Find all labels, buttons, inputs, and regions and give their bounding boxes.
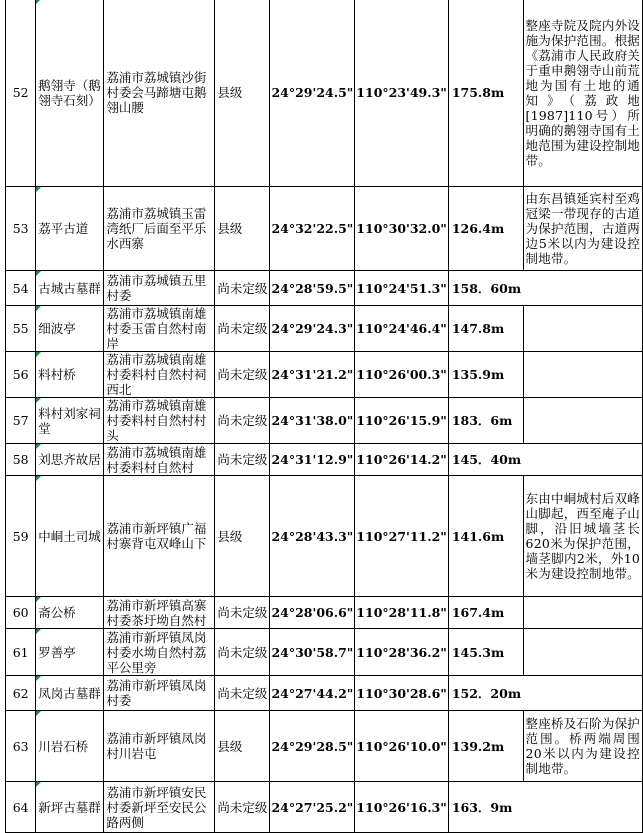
protection-level: 尚未定级 (215, 271, 270, 306)
row-number: 61 (6, 629, 36, 676)
row-number: 58 (6, 444, 36, 476)
altitude: 167.4m (448, 597, 523, 629)
longitude: 110°30'32.0" (355, 187, 449, 271)
site-name-text: 中峒土司城 (38, 528, 101, 544)
protection-level: 尚未定级 (215, 306, 270, 352)
site-location: 荔浦市荔城镇南雄村委玉雷自然村南岸 (104, 306, 215, 352)
site-name-text: 斋公桥 (38, 605, 76, 620)
latitude: 24°27'25.2" (270, 782, 355, 833)
site-name (36, 0, 104, 187)
altitude: 152．20m (448, 676, 523, 711)
site-name-text: 荔平古道 (38, 221, 89, 236)
protection-scope (523, 676, 642, 711)
protection-scope (523, 629, 642, 676)
table-row (6, 476, 643, 597)
site-name (36, 444, 104, 476)
protection-level: 县级 (215, 187, 270, 271)
row-number: 59 (6, 476, 36, 597)
longitude: 110°24'51.3" (355, 271, 449, 306)
protection-scope (523, 398, 642, 444)
protection-level: 尚未定级 (215, 398, 270, 444)
site-location: 荔浦市新坪镇安民村委新坪至安民公路两侧 (104, 782, 215, 833)
site-location: 荔浦市新坪镇凤岗村川岩屯 (104, 711, 215, 782)
protection-scope: 整座寺院及院内外设施为保护范围。根据《荔浦市人民政府关于重申鹅翎寺山前荒地为国有土地的通知》（荔政地[1987]110号）所明确的鹅翎寺国有土地范围为建设控制地带。 (523, 0, 642, 187)
altitude: 141.6m (448, 476, 523, 597)
site-name (36, 476, 104, 597)
protection-scope (523, 444, 642, 476)
site-name (36, 676, 104, 711)
comment-marker-icon (36, 352, 41, 357)
table-row (6, 352, 643, 398)
protection-scope (523, 271, 642, 306)
protection-scope: 由东昌镇延宾村至鸡冠梁一带现存的古道为保护范围，古道两边5米以内为建设控制地带。 (523, 187, 642, 271)
site-name-text: 料村刘家祠堂 (38, 405, 101, 436)
altitude: 183．6m (448, 398, 523, 444)
comment-marker-icon (36, 271, 41, 276)
latitude: 24°28'06.6" (270, 597, 355, 629)
site-name-text: 料村桥 (38, 367, 76, 382)
table-row (6, 597, 643, 629)
protection-level: 尚未定级 (215, 444, 270, 476)
comment-marker-icon (36, 444, 41, 449)
comment-marker-icon (36, 782, 41, 787)
latitude: 24°30'58.7" (270, 629, 355, 676)
site-name-text: 刘思齐故居 (38, 452, 101, 467)
latitude: 24°31'12.9" (270, 444, 355, 476)
latitude: 24°31'38.0" (270, 398, 355, 444)
row-number: 62 (6, 676, 36, 711)
heritage-table (5, 0, 643, 833)
site-name-text: 古城古墓群 (38, 280, 101, 296)
protection-scope: 东由中峒城村后双峰山脚起，西至庵子山脚，沿旧城墙茎长620米为保护范围，墙茎脚内2米，外10米为建设控制地带。 (523, 476, 642, 597)
longitude: 110°23'49.3" (355, 0, 449, 187)
longitude: 110°28'36.2" (355, 629, 449, 676)
site-location: 荔浦市新坪镇高寨村委茶圩坳自然村 (104, 597, 215, 629)
row-number: 64 (6, 782, 36, 833)
protection-level: 尚未定级 (215, 782, 270, 833)
table-row (6, 711, 643, 782)
latitude: 24°29'24.3" (270, 306, 355, 352)
site-name-text: 川岩石桥 (38, 738, 89, 754)
altitude: 163．9m (448, 782, 523, 833)
site-name-text: 新坪古墓群 (38, 799, 101, 815)
comment-marker-icon (36, 306, 41, 311)
site-name (36, 711, 104, 782)
site-name-text: 细波亭 (38, 321, 76, 336)
protection-level: 尚未定级 (215, 676, 270, 711)
altitude: 158．60m (448, 271, 523, 306)
protection-level: 尚未定级 (215, 629, 270, 676)
site-location: 荔浦市荔城镇玉雷湾纸厂后面至平乐水西寨 (104, 187, 215, 271)
site-name (36, 352, 104, 398)
comment-marker-icon (36, 0, 41, 4)
longitude: 110°26'16.3" (355, 782, 449, 833)
site-location: 荔浦市新坪镇凤岗村委水坳自然村荔平公里旁 (104, 629, 215, 676)
site-location: 荔浦市荔城镇南雄村委料村自然村村头 (104, 398, 215, 444)
protection-level: 尚未定级 (215, 352, 270, 398)
site-location: 荔浦市新坪镇凤岗村委 (104, 676, 215, 711)
site-name (36, 271, 104, 306)
longitude: 110°24'46.4" (355, 306, 449, 352)
comment-marker-icon (36, 597, 41, 602)
protection-scope (523, 782, 642, 833)
site-name-text: 罗善亭 (38, 644, 76, 660)
table-row (6, 271, 643, 306)
site-location: 荔浦市新坪镇广福村寨背屯双峰山下 (104, 476, 215, 597)
altitude: 135.9m (448, 352, 523, 398)
latitude: 24°27'44.2" (270, 676, 355, 711)
comment-marker-icon (36, 676, 41, 681)
row-number: 57 (6, 398, 36, 444)
site-name (36, 187, 104, 271)
comment-marker-icon (36, 187, 41, 192)
protection-level: 县级 (215, 476, 270, 597)
site-name (36, 306, 104, 352)
table-row (6, 306, 643, 352)
protection-scope: 整座桥及石阶为保护范围。桥两端周围20米以内为建设控制地带。 (523, 711, 642, 782)
row-number: 53 (6, 187, 36, 271)
site-name (36, 398, 104, 444)
longitude: 110°28'11.8" (355, 597, 449, 629)
site-location: 荔浦市荔城镇沙街村委会马蹄塘屯鹅翎山腰 (104, 0, 215, 187)
latitude: 24°28'43.3" (270, 476, 355, 597)
altitude: 126.4m (448, 187, 523, 271)
site-name (36, 782, 104, 833)
row-number: 56 (6, 352, 36, 398)
protection-level: 县级 (215, 0, 270, 187)
latitude: 24°29'24.5" (270, 0, 355, 187)
site-name-text: 鹅翎寺（鹅翎寺石刻） (38, 77, 101, 108)
protection-scope (523, 352, 642, 398)
protection-level: 尚未定级 (215, 597, 270, 629)
comment-marker-icon (36, 629, 41, 634)
altitude: 175.8m (448, 0, 523, 187)
altitude: 139.2m (448, 711, 523, 782)
row-number: 54 (6, 271, 36, 306)
table-row (6, 187, 643, 271)
table-row (6, 444, 643, 476)
site-name (36, 629, 104, 676)
longitude: 110°26'10.0" (355, 711, 449, 782)
row-number: 63 (6, 711, 36, 782)
table-row (6, 0, 643, 187)
table-row (6, 398, 643, 444)
comment-marker-icon (36, 711, 41, 716)
longitude: 110°26'14.2" (355, 444, 449, 476)
longitude: 110°27'11.2" (355, 476, 449, 597)
site-location: 荔浦市荔城镇南雄村委料村自然村祠西北 (104, 352, 215, 398)
altitude: 145.3m (448, 629, 523, 676)
latitude: 24°28'59.5" (270, 271, 355, 306)
site-location: 荔浦市荔城镇南雄村委料村自然村 (104, 444, 215, 476)
comment-marker-icon (36, 398, 41, 403)
row-number: 60 (6, 597, 36, 629)
longitude: 110°26'00.3" (355, 352, 449, 398)
longitude: 110°30'28.6" (355, 676, 449, 711)
comment-marker-icon (36, 476, 41, 481)
table-row (6, 782, 643, 833)
protection-scope (523, 597, 642, 629)
site-name (36, 597, 104, 629)
latitude: 24°31'21.2" (270, 352, 355, 398)
row-number: 55 (6, 306, 36, 352)
site-name-text: 凤岗古墓群 (38, 685, 101, 701)
protection-level: 县级 (215, 711, 270, 782)
protection-scope (523, 306, 642, 352)
longitude: 110°26'15.9" (355, 398, 449, 444)
table-row (6, 676, 643, 711)
row-number: 52 (6, 0, 36, 187)
altitude: 147.8m (448, 306, 523, 352)
site-location: 荔浦市荔城镇五里村委 (104, 271, 215, 306)
latitude: 24°29'28.5" (270, 711, 355, 782)
altitude: 145．40m (448, 444, 523, 476)
latitude: 24°32'22.5" (270, 187, 355, 271)
table-row (6, 629, 643, 676)
